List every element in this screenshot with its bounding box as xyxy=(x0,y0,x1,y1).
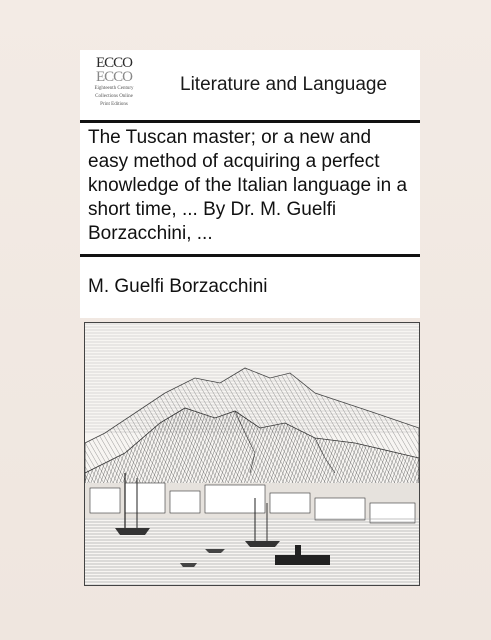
book-title: The Tuscan master; or a new and easy method of acquiring a perfect knowledge of the Italian language in a short time, ... By Dr. M. Guelfi Borzacchini, ... xyxy=(88,127,408,244)
cover-title-panel xyxy=(80,50,420,318)
logo-caption-1: Eighteenth Century xyxy=(94,86,134,91)
logo-mark-bottom: ECCO xyxy=(95,69,132,85)
logo-caption-2: Collections Online xyxy=(95,94,133,99)
book-author: M. Guelfi Borzacchini xyxy=(88,276,268,297)
top-divider xyxy=(80,120,420,123)
harbor-engraving-icon xyxy=(84,322,420,586)
bottom-divider xyxy=(80,254,420,257)
logo-caption-3: Print Editions xyxy=(100,102,128,107)
logo-mark-top: ECCO xyxy=(95,55,132,71)
ecco-logo xyxy=(88,56,140,116)
series-label: Literature and Language xyxy=(180,74,388,95)
